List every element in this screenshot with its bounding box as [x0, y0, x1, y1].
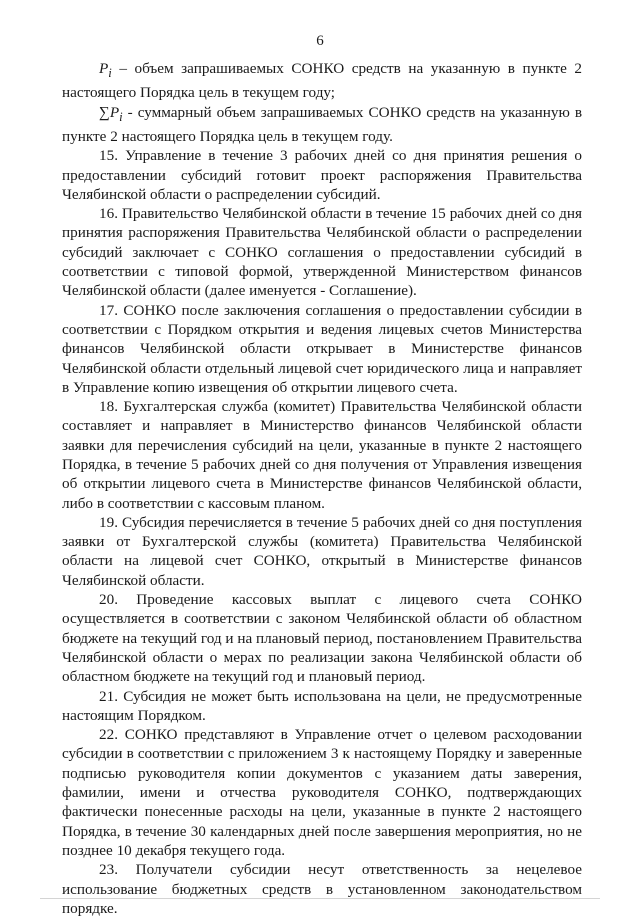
formula-symbol-sum-pi: $\sum P_i$	[99, 103, 123, 124]
paragraph-21: 21. Субсидия не может быть использована на цели, не предусмотренные настоящим Порядком.	[62, 687, 582, 724]
paragraph-text: – объем запрашиваемых СОНКО средств на указанную в пункте 2 настоящего Порядка цель в текущем году;	[62, 60, 582, 102]
paragraph-17: 17. СОНКО после заключения соглашения о предоставлении субсидии в соответствии с Порядком открытия и ведения лицевых счетов Министерства финансов Челябинской области открывает в Министерстве финансов Челябинской области отдельный лицевой счет юридического лица и направляет в Управление копию извещения об открытии лицевого счета.	[62, 301, 582, 396]
formula-symbol-pi: $P_i$	[99, 60, 112, 81]
formula-definition-pi	[62, 59, 582, 103]
paragraph-20: 20. Проведение кассовых выплат с лицевого счета СОНКО осуществляется в соответствии с законом Челябинской области об областном бюджете на текущий год и на плановый период, постановлением Правительства Челябинской области о мерах по реализации закона Челябинской области об областном бюджете на текущий год и плановый период.	[62, 591, 582, 686]
formula-definition-sum-pi	[62, 103, 582, 147]
page-bottom-edge	[40, 898, 600, 899]
paragraph-text: - суммарный объем запрашиваемых СОНКО средств на указанную в пункте 2 настоящего Порядка цель в текущем году.	[62, 103, 582, 145]
paragraph-19: 19. Субсидия перечисляется в течение 5 рабочих дней со дня поступления заявки от Бухгалтерской службы (комитета) Правительства Челябинской области на лицевой счет СОНКО, открытый в Министерстве финансов Челябинской области.	[62, 513, 582, 589]
document-body	[62, 59, 582, 918]
paragraph-16: 16. Правительство Челябинской области в течение 15 рабочих дней со дня принятия распоряжения Правительства Челябинской области о распределении субсидий заключает с СОНКО соглашения о предоставлении субсидий в соответствии с типовой формой, утвержденной Министерством финансов Челябинской области (далее именуется - Соглашение).	[62, 205, 582, 300]
paragraph-23: 23. Получатели субсидии несут ответственность за нецелевое использование бюджетных средств в установленном законодательством порядке.	[62, 861, 582, 917]
page-number: 6	[316, 33, 324, 49]
paragraph-18: 18. Бухгалтерская служба (комитет) Правительства Челябинской области составляет и направляет в Министерство финансов Челябинской области заявки для перечисления субсидий на цели, указанные в пункте 2 настоящего Порядка, в течение 5 рабочих дней со дня получения от Управления извещения об открытии лицевого счета в Министерстве финансов Челябинской области, либо в соответствии с кассовым планом.	[62, 398, 582, 512]
paragraph-22: 22. СОНКО представляют в Управление отчет о целевом расходовании субсидии в соответствии с приложением 3 к настоящему Порядку и заверенные подписью руководителя копии документов с указанием даты заверения, фамилии, имени и отчества руководителя СОНКО, подтверждающих фактически понесенные расходы на цели, указанные в пункте 2 настоящего Порядка, в течение 30 календарных дней после завершения мероприятия, но не позднее 10 декабря текущего года.	[62, 726, 582, 859]
paragraph-15: 15. Управление в течение 3 рабочих дней со дня принятия решения о предоставлении субсидий готовит проект распоряжения Правительства Челябинской области о распределении субсидий.	[62, 147, 582, 203]
